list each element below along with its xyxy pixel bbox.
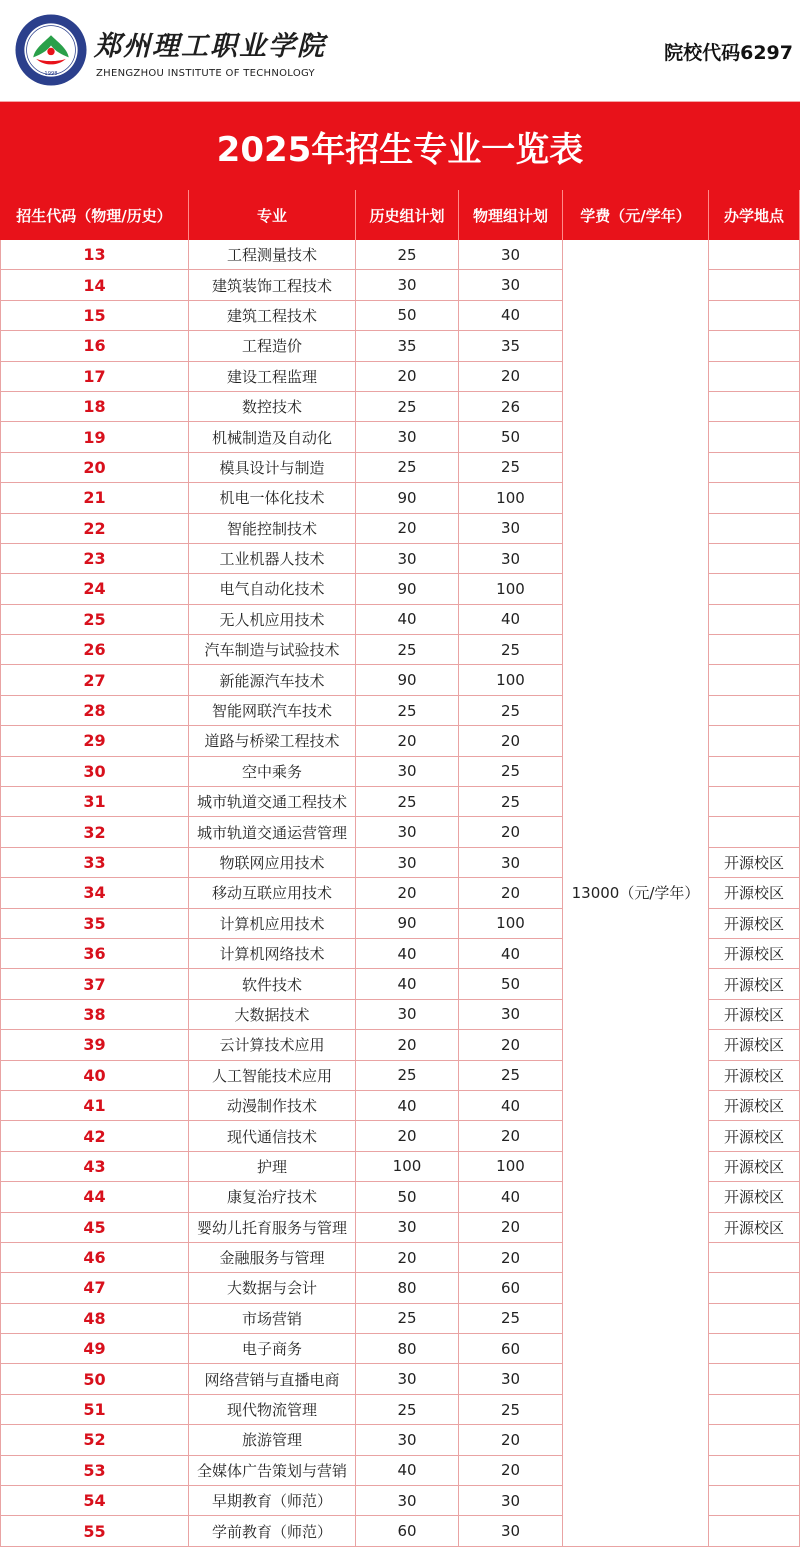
row-physics-plan: 20 — [459, 1030, 563, 1060]
row-location — [709, 1395, 800, 1425]
row-code: 22 — [0, 514, 189, 544]
row-location — [709, 574, 800, 604]
row-history-plan: 30 — [356, 544, 459, 574]
row-major: 电气自动化技术 — [189, 574, 356, 604]
row-location — [709, 696, 800, 726]
row-physics-plan: 20 — [459, 362, 563, 392]
row-physics-plan: 20 — [459, 1456, 563, 1486]
row-physics-plan: 30 — [459, 848, 563, 878]
header-history-plan: 历史组计划 — [356, 190, 459, 240]
row-major: 物联网应用技术 — [189, 848, 356, 878]
row-physics-plan: 30 — [459, 270, 563, 300]
row-major: 移动互联应用技术 — [189, 878, 356, 908]
row-history-plan: 20 — [356, 1030, 459, 1060]
row-physics-plan: 100 — [459, 665, 563, 695]
row-code: 41 — [0, 1091, 189, 1121]
row-physics-plan: 40 — [459, 939, 563, 969]
row-history-plan: 30 — [356, 848, 459, 878]
row-code: 53 — [0, 1456, 189, 1486]
row-physics-plan: 20 — [459, 1121, 563, 1151]
row-code: 14 — [0, 270, 189, 300]
row-physics-plan: 40 — [459, 1182, 563, 1212]
header-major: 专业 — [189, 190, 356, 240]
row-physics-plan: 30 — [459, 1516, 563, 1546]
row-code: 15 — [0, 301, 189, 331]
row-history-plan: 35 — [356, 331, 459, 361]
row-major: 数控技术 — [189, 392, 356, 422]
row-physics-plan: 30 — [459, 240, 563, 270]
row-location — [709, 544, 800, 574]
row-location: 开源校区 — [709, 969, 800, 999]
row-physics-plan: 20 — [459, 1243, 563, 1273]
row-location: 开源校区 — [709, 1000, 800, 1030]
row-physics-plan: 20 — [459, 1213, 563, 1243]
row-physics-plan: 40 — [459, 605, 563, 635]
row-history-plan: 90 — [356, 909, 459, 939]
header-tuition: 学费（元/学年） — [563, 190, 709, 240]
row-location — [709, 453, 800, 483]
row-code: 46 — [0, 1243, 189, 1273]
row-code: 24 — [0, 574, 189, 604]
row-location — [709, 514, 800, 544]
row-physics-plan: 20 — [459, 726, 563, 756]
row-location — [709, 757, 800, 787]
row-location — [709, 331, 800, 361]
row-code: 55 — [0, 1516, 189, 1546]
row-code: 31 — [0, 787, 189, 817]
row-major: 动漫制作技术 — [189, 1091, 356, 1121]
row-major: 智能控制技术 — [189, 514, 356, 544]
row-history-plan: 30 — [356, 1364, 459, 1394]
row-location — [709, 392, 800, 422]
row-location — [709, 665, 800, 695]
row-physics-plan: 60 — [459, 1273, 563, 1303]
header-physics-plan: 物理组计划 — [459, 190, 563, 240]
row-location: 开源校区 — [709, 909, 800, 939]
row-location — [709, 605, 800, 635]
row-location — [709, 1456, 800, 1486]
row-code: 25 — [0, 605, 189, 635]
row-physics-plan: 30 — [459, 544, 563, 574]
row-code: 44 — [0, 1182, 189, 1212]
svg-text:1998: 1998 — [44, 71, 58, 78]
row-history-plan: 30 — [356, 1213, 459, 1243]
row-history-plan: 20 — [356, 878, 459, 908]
row-physics-plan: 25 — [459, 635, 563, 665]
row-code: 26 — [0, 635, 189, 665]
row-physics-plan: 30 — [459, 1364, 563, 1394]
row-location: 开源校区 — [709, 939, 800, 969]
row-code: 42 — [0, 1121, 189, 1151]
row-code: 13 — [0, 240, 189, 270]
row-physics-plan: 100 — [459, 909, 563, 939]
row-code: 28 — [0, 696, 189, 726]
row-major: 建筑工程技术 — [189, 301, 356, 331]
row-location: 开源校区 — [709, 1061, 800, 1091]
row-history-plan: 30 — [356, 270, 459, 300]
row-major: 计算机网络技术 — [189, 939, 356, 969]
row-location — [709, 1425, 800, 1455]
row-major: 现代物流管理 — [189, 1395, 356, 1425]
row-history-plan: 25 — [356, 1061, 459, 1091]
row-major: 智能网联汽车技术 — [189, 696, 356, 726]
row-physics-plan: 25 — [459, 787, 563, 817]
row-physics-plan: 25 — [459, 1304, 563, 1334]
majors-table — [0, 190, 800, 1547]
row-history-plan: 25 — [356, 240, 459, 270]
row-history-plan: 25 — [356, 453, 459, 483]
row-location — [709, 422, 800, 452]
row-physics-plan: 30 — [459, 1486, 563, 1516]
row-location — [709, 635, 800, 665]
row-major: 工业机器人技术 — [189, 544, 356, 574]
row-code: 45 — [0, 1213, 189, 1243]
row-code: 21 — [0, 483, 189, 513]
row-code: 36 — [0, 939, 189, 969]
row-code: 35 — [0, 909, 189, 939]
row-history-plan: 20 — [356, 362, 459, 392]
row-major: 新能源汽车技术 — [189, 665, 356, 695]
row-major: 网络营销与直播电商 — [189, 1364, 356, 1394]
row-physics-plan: 25 — [459, 1061, 563, 1091]
row-physics-plan: 100 — [459, 483, 563, 513]
row-physics-plan: 100 — [459, 574, 563, 604]
row-code: 39 — [0, 1030, 189, 1060]
row-location: 开源校区 — [709, 878, 800, 908]
row-location — [709, 1364, 800, 1394]
row-location — [709, 1243, 800, 1273]
row-code: 32 — [0, 817, 189, 847]
row-history-plan: 100 — [356, 1152, 459, 1182]
row-major: 旅游管理 — [189, 1425, 356, 1455]
row-history-plan: 50 — [356, 301, 459, 331]
row-major: 婴幼儿托育服务与管理 — [189, 1213, 356, 1243]
row-physics-plan: 20 — [459, 817, 563, 847]
row-major: 城市轨道交通运营管理 — [189, 817, 356, 847]
row-history-plan: 80 — [356, 1334, 459, 1364]
row-physics-plan: 30 — [459, 514, 563, 544]
row-history-plan: 25 — [356, 1395, 459, 1425]
row-history-plan: 30 — [356, 757, 459, 787]
row-major: 云计算技术应用 — [189, 1030, 356, 1060]
row-history-plan: 30 — [356, 817, 459, 847]
row-location — [709, 1516, 800, 1546]
row-major: 护理 — [189, 1152, 356, 1182]
row-major: 大数据与会计 — [189, 1273, 356, 1303]
row-code: 23 — [0, 544, 189, 574]
row-physics-plan: 35 — [459, 331, 563, 361]
row-major: 空中乘务 — [189, 757, 356, 787]
row-location — [709, 483, 800, 513]
row-code: 34 — [0, 878, 189, 908]
row-location — [709, 817, 800, 847]
row-history-plan: 25 — [356, 392, 459, 422]
row-major: 模具设计与制造 — [189, 453, 356, 483]
row-history-plan: 30 — [356, 1000, 459, 1030]
row-code: 19 — [0, 422, 189, 452]
row-history-plan: 40 — [356, 1091, 459, 1121]
page-header — [0, 0, 800, 101]
row-code: 43 — [0, 1152, 189, 1182]
row-major: 建设工程监理 — [189, 362, 356, 392]
row-history-plan: 25 — [356, 696, 459, 726]
row-major: 大数据技术 — [189, 1000, 356, 1030]
row-code: 48 — [0, 1304, 189, 1334]
row-history-plan: 30 — [356, 1425, 459, 1455]
row-major: 软件技术 — [189, 969, 356, 999]
row-location: 开源校区 — [709, 1091, 800, 1121]
row-physics-plan: 100 — [459, 1152, 563, 1182]
row-code: 29 — [0, 726, 189, 756]
school-emblem-icon — [14, 13, 88, 87]
row-history-plan: 25 — [356, 1304, 459, 1334]
row-code: 16 — [0, 331, 189, 361]
tuition-cell: 13000（元/学年） — [563, 240, 709, 1547]
row-location: 开源校区 — [709, 1213, 800, 1243]
row-location — [709, 726, 800, 756]
row-history-plan: 40 — [356, 605, 459, 635]
row-history-plan: 30 — [356, 1486, 459, 1516]
row-major: 电子商务 — [189, 1334, 356, 1364]
row-code: 52 — [0, 1425, 189, 1455]
row-major: 工程造价 — [189, 331, 356, 361]
row-code: 37 — [0, 969, 189, 999]
row-physics-plan: 60 — [459, 1334, 563, 1364]
row-major: 全媒体广告策划与营销 — [189, 1456, 356, 1486]
row-major: 道路与桥梁工程技术 — [189, 726, 356, 756]
row-major: 机电一体化技术 — [189, 483, 356, 513]
school-name-en: ZHENGZHOU INSTITUTE OF TECHNOLOGY — [96, 68, 315, 79]
row-history-plan: 20 — [356, 1121, 459, 1151]
row-physics-plan: 20 — [459, 878, 563, 908]
row-history-plan: 80 — [356, 1273, 459, 1303]
row-physics-plan: 50 — [459, 422, 563, 452]
row-major: 建筑装饰工程技术 — [189, 270, 356, 300]
row-physics-plan: 25 — [459, 696, 563, 726]
row-physics-plan: 30 — [459, 1000, 563, 1030]
row-major: 机械制造及自动化 — [189, 422, 356, 452]
row-code: 20 — [0, 453, 189, 483]
row-physics-plan: 20 — [459, 1425, 563, 1455]
row-history-plan: 40 — [356, 1456, 459, 1486]
row-history-plan: 20 — [356, 514, 459, 544]
school-name-cn: 郑州理工职业学院 — [94, 31, 326, 62]
row-location — [709, 1334, 800, 1364]
row-physics-plan: 25 — [459, 757, 563, 787]
row-code: 27 — [0, 665, 189, 695]
row-location: 开源校区 — [709, 848, 800, 878]
row-location — [709, 1273, 800, 1303]
row-code: 30 — [0, 757, 189, 787]
row-physics-plan: 40 — [459, 1091, 563, 1121]
row-major: 工程测量技术 — [189, 240, 356, 270]
row-physics-plan: 40 — [459, 301, 563, 331]
page-title: 2025年招生专业一览表 — [0, 101, 800, 190]
row-major: 康复治疗技术 — [189, 1182, 356, 1212]
row-history-plan: 25 — [356, 787, 459, 817]
row-physics-plan: 25 — [459, 453, 563, 483]
school-code: 院校代码6297 — [664, 42, 793, 64]
row-major: 金融服务与管理 — [189, 1243, 356, 1273]
row-location — [709, 240, 800, 270]
row-code: 17 — [0, 362, 189, 392]
row-location — [709, 1304, 800, 1334]
row-code: 54 — [0, 1486, 189, 1516]
row-code: 50 — [0, 1364, 189, 1394]
row-code: 33 — [0, 848, 189, 878]
row-location — [709, 270, 800, 300]
row-physics-plan: 26 — [459, 392, 563, 422]
row-location — [709, 362, 800, 392]
row-history-plan: 90 — [356, 574, 459, 604]
row-history-plan: 40 — [356, 939, 459, 969]
row-major: 人工智能技术应用 — [189, 1061, 356, 1091]
row-history-plan: 40 — [356, 969, 459, 999]
row-history-plan: 50 — [356, 1182, 459, 1212]
row-major: 现代通信技术 — [189, 1121, 356, 1151]
row-history-plan: 30 — [356, 422, 459, 452]
row-major: 计算机应用技术 — [189, 909, 356, 939]
row-major: 城市轨道交通工程技术 — [189, 787, 356, 817]
row-history-plan: 20 — [356, 1243, 459, 1273]
row-physics-plan: 50 — [459, 969, 563, 999]
header-location: 办学地点 — [709, 190, 800, 240]
row-location — [709, 301, 800, 331]
row-location: 开源校区 — [709, 1182, 800, 1212]
header-code: 招生代码（物理/历史） — [0, 190, 189, 240]
row-code: 49 — [0, 1334, 189, 1364]
row-major: 市场营销 — [189, 1304, 356, 1334]
row-code: 18 — [0, 392, 189, 422]
row-code: 40 — [0, 1061, 189, 1091]
row-location: 开源校区 — [709, 1152, 800, 1182]
row-major: 早期教育（师范） — [189, 1486, 356, 1516]
row-major: 学前教育（师范） — [189, 1516, 356, 1546]
row-history-plan: 25 — [356, 635, 459, 665]
row-history-plan: 60 — [356, 1516, 459, 1546]
row-physics-plan: 25 — [459, 1395, 563, 1425]
row-location — [709, 787, 800, 817]
row-major: 汽车制造与试验技术 — [189, 635, 356, 665]
row-history-plan: 20 — [356, 726, 459, 756]
row-major: 无人机应用技术 — [189, 605, 356, 635]
row-code: 47 — [0, 1273, 189, 1303]
row-code: 51 — [0, 1395, 189, 1425]
row-history-plan: 90 — [356, 665, 459, 695]
row-location — [709, 1486, 800, 1516]
row-code: 38 — [0, 1000, 189, 1030]
row-location: 开源校区 — [709, 1121, 800, 1151]
row-location: 开源校区 — [709, 1030, 800, 1060]
row-history-plan: 90 — [356, 483, 459, 513]
